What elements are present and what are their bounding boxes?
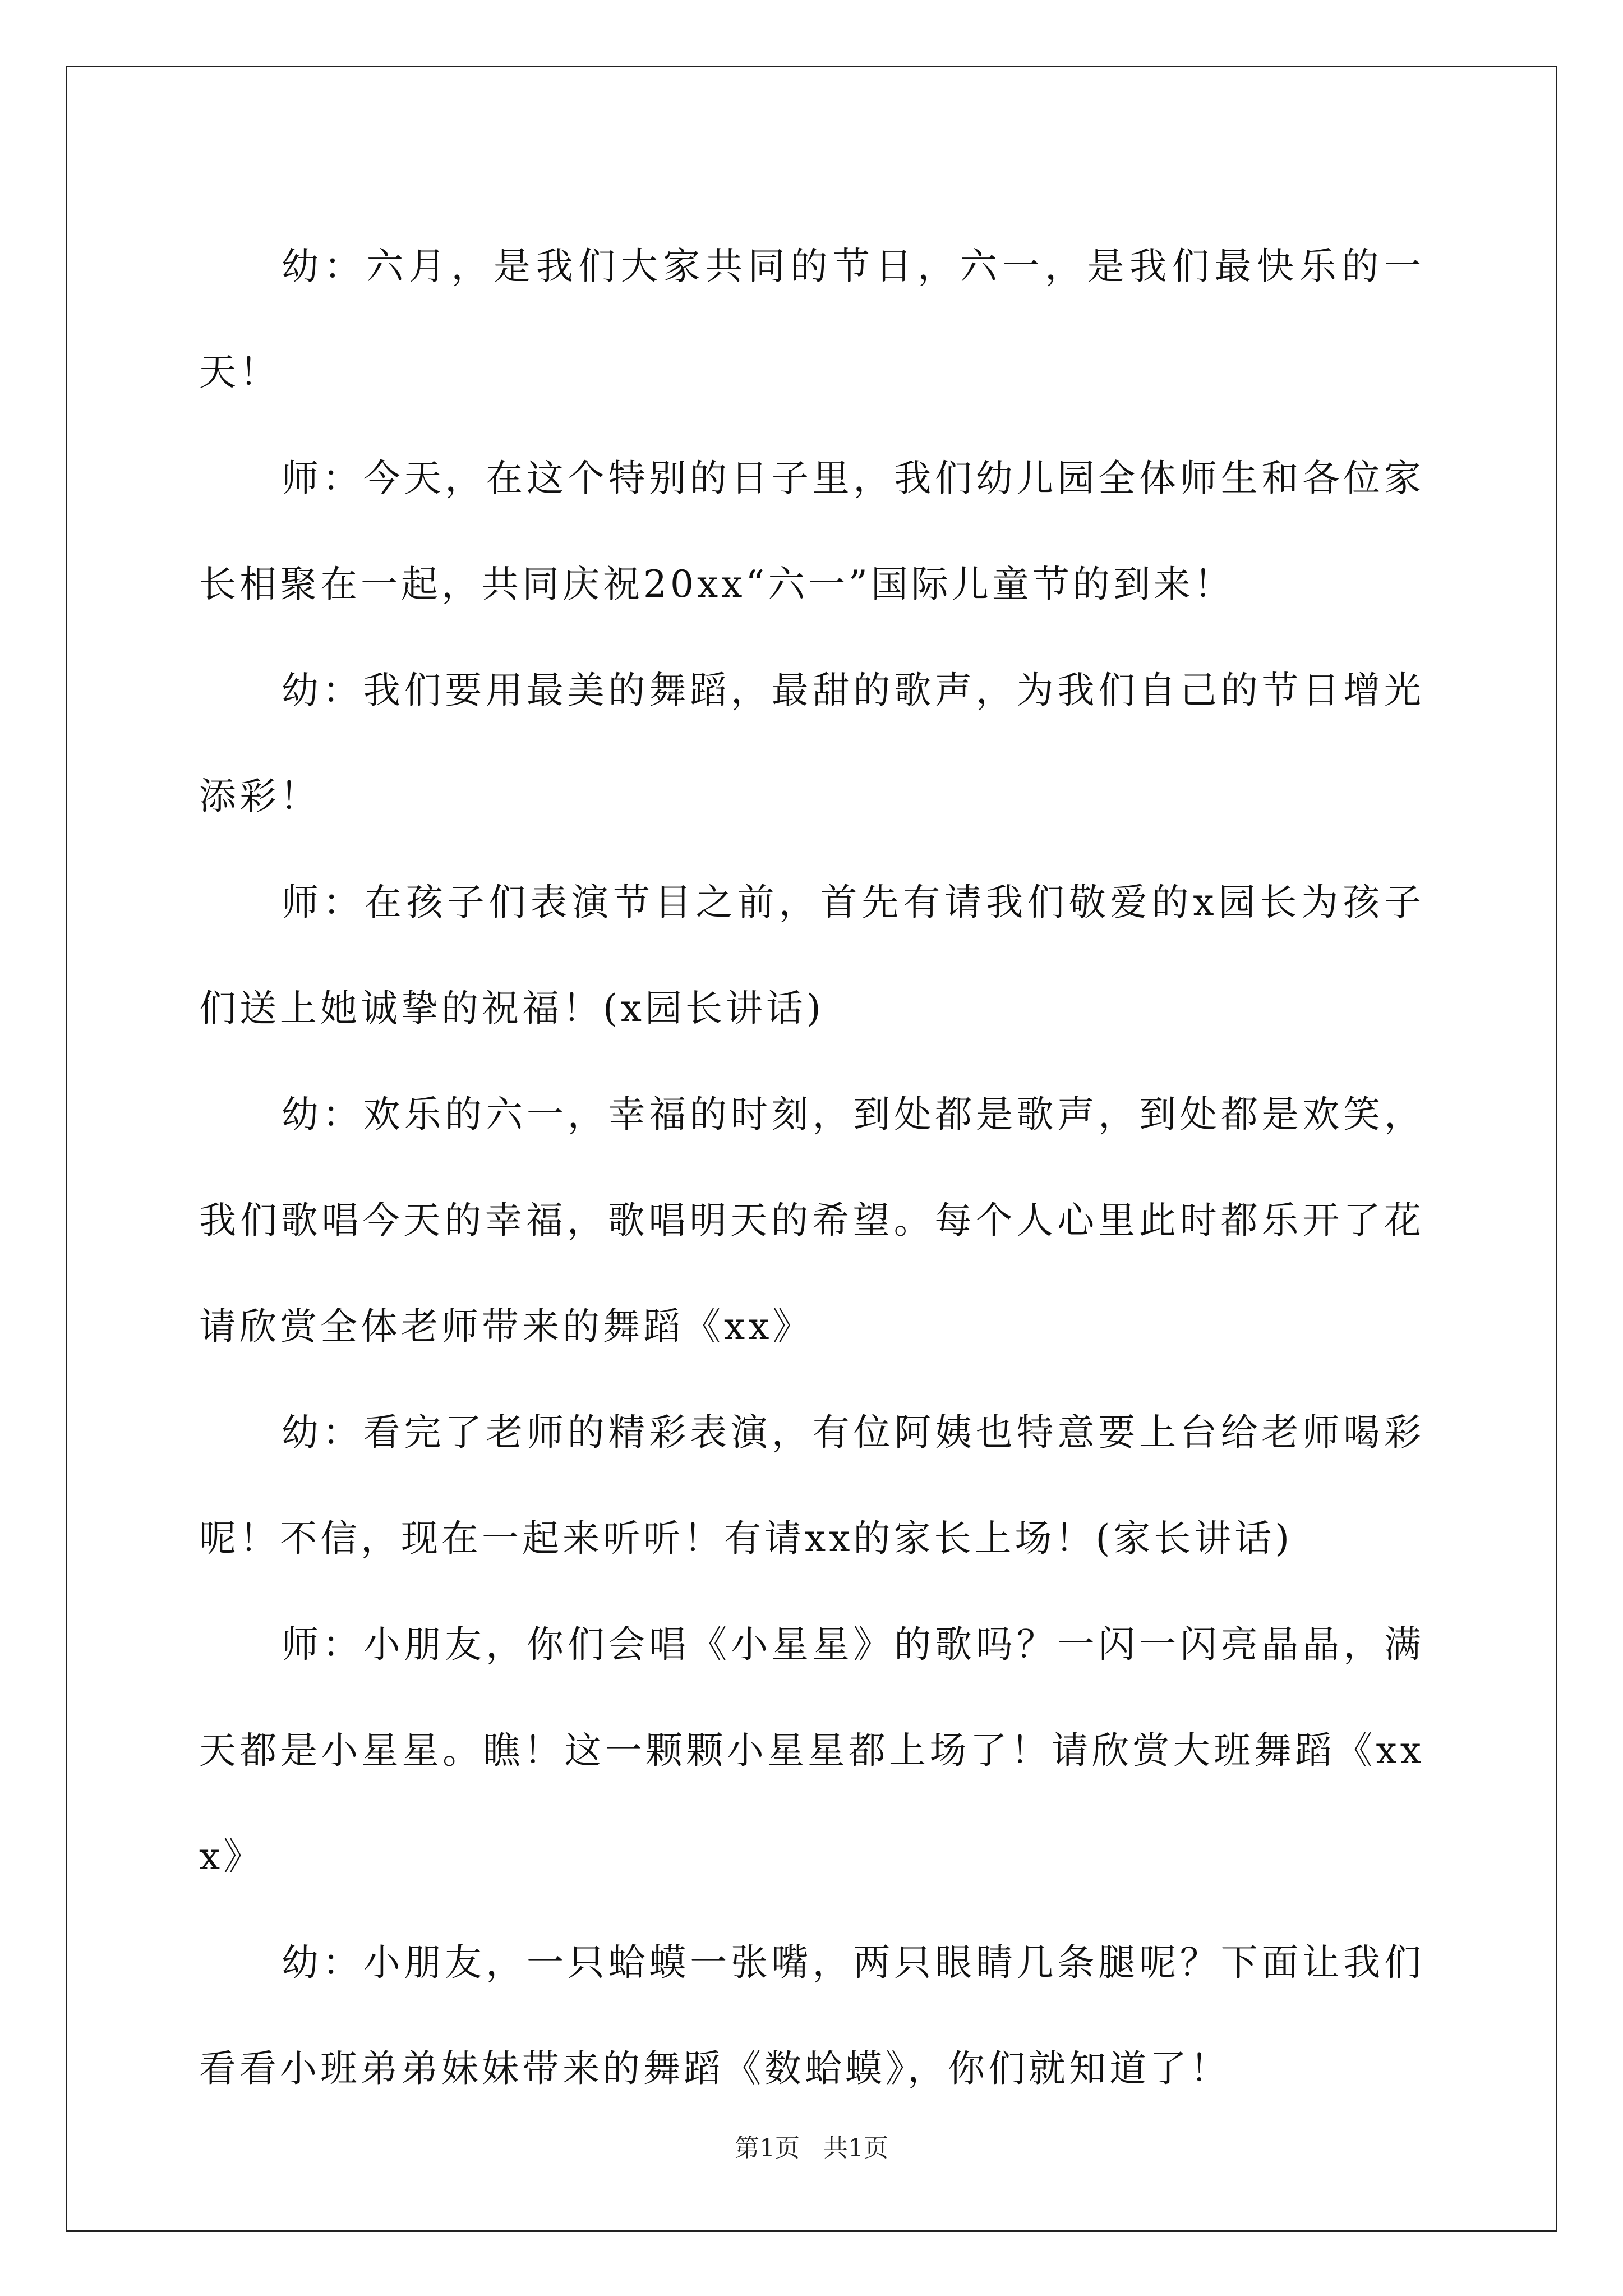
paragraph: 幼：六月，是我们大家共同的节日，六一，是我们最快乐的一天！ — [199, 245, 1424, 394]
paragraph: 师：今天，在这个特别的日子里，我们幼儿园全体师生和各位家长相聚在一起，共同庆祝20xx“六一”国际儿童节的到来！ — [199, 457, 1424, 606]
paragraph: 幼：看完了老师的精彩表演，有位阿姨也特意要上台给老师喝彩呢！不信，现在一起来听听！有请xx的家长上场！(家长讲话) — [199, 1411, 1424, 1560]
paragraph: 幼：欢乐的六一，幸福的时刻，到处都是歌声，到处都是欢笑，我们歌唱今天的幸福，歌唱明天的希望。每个人心里此时都乐开了花请欣赏全体老师带来的舞蹈《xx》 — [199, 1093, 1424, 1348]
page-footer — [0, 2132, 1623, 2165]
paragraph: 幼：小朋友，一只蛤蟆一张嘴，两只眼睛几条腿呢？下面让我们看看小班弟弟妹妹带来的舞蹈《数蛤蟆》，你们就知道了！ — [199, 1941, 1424, 2090]
page-number: 第1页 — [735, 2134, 800, 2162]
page-total: 共1页 — [823, 2134, 888, 2162]
paragraph: 师：小朋友，你们会唱《小星星》的歌吗？一闪一闪亮晶晶，满天都是小星星。瞧！这一颗颗小星星都上场了！请欣赏大班舞蹈《xxx》 — [199, 1623, 1424, 1878]
document-body — [199, 213, 1424, 2122]
paragraph: 师：在孩子们表演节目之前，首先有请我们敬爱的x园长为孩子们送上她诚挚的祝福！(x园长讲话) — [199, 881, 1424, 1030]
paragraph: 幼：我们要用最美的舞蹈，最甜的歌声，为我们自己的节日增光添彩！ — [199, 669, 1424, 818]
